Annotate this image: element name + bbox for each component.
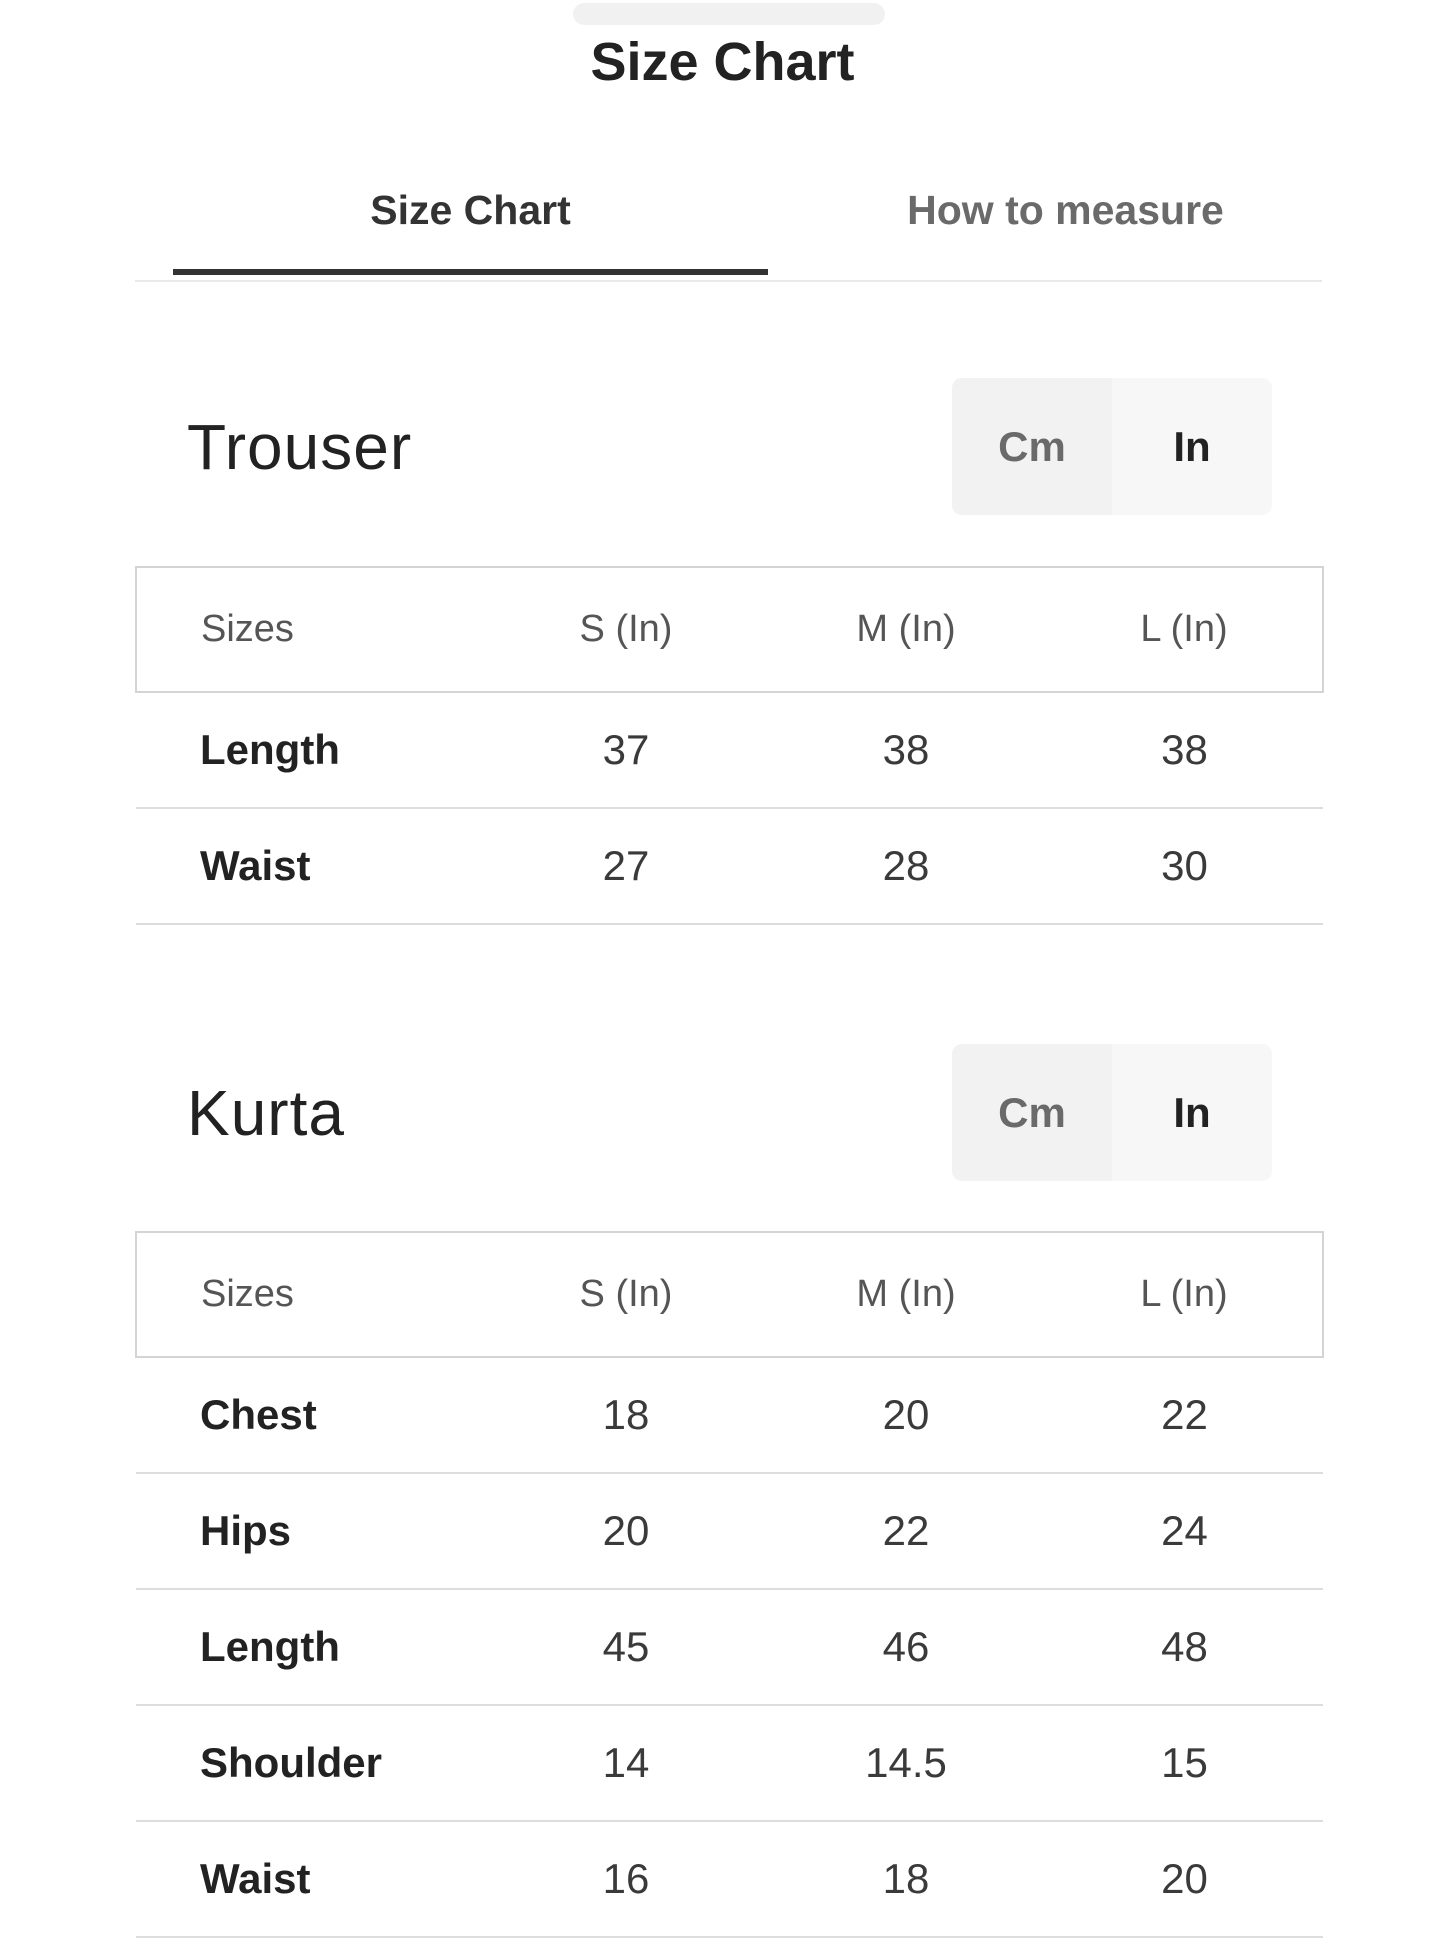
measurement-label: Waist [136,1821,486,1937]
header-size-m: M (In) [766,567,1046,692]
measurement-label: Length [136,1589,486,1705]
section-title-kurta: Kurta [187,1077,345,1149]
table-header-row [136,1232,1323,1357]
table-row [136,1357,1323,1473]
measurement-value: 22 [1046,1357,1323,1473]
active-tab-indicator [173,269,768,275]
size-table-trouser [135,566,1324,925]
measurement-value: 45 [486,1589,766,1705]
table-row [136,1821,1323,1937]
table-row [136,692,1323,808]
unit-cm-button[interactable]: Cm [952,378,1112,515]
tab-bar [135,160,1322,282]
header-size-s: S (In) [486,567,766,692]
header-sizes: Sizes [136,567,486,692]
measurement-value: 27 [486,808,766,924]
unit-in-button[interactable]: In [1112,1044,1272,1181]
measurement-value: 38 [766,692,1046,808]
section-title-trouser: Trouser [187,411,413,483]
table-header-row [136,567,1323,692]
measurement-label: Waist [136,808,486,924]
tab-how-to-measure[interactable]: How to measure [907,186,1224,233]
table-row [136,1705,1323,1821]
measurement-value: 16 [486,1821,766,1937]
header-size-s: S (In) [486,1232,766,1357]
unit-toggle-kurta [952,1044,1272,1181]
unit-toggle-trouser [952,378,1272,515]
measurement-label: Length [136,692,486,808]
measurement-value: 48 [1046,1589,1323,1705]
measurement-value: 46 [766,1589,1046,1705]
measurement-value: 14 [486,1705,766,1821]
table-row [136,1589,1323,1705]
measurement-value: 20 [486,1473,766,1589]
table-row [136,808,1323,924]
measurement-value: 37 [486,692,766,808]
measurement-value: 24 [1046,1473,1323,1589]
unit-in-button[interactable]: In [1112,378,1272,515]
measurement-value: 20 [766,1357,1046,1473]
measurement-label: Shoulder [136,1705,486,1821]
measurement-value: 15 [1046,1705,1323,1821]
table-row [136,1473,1323,1589]
measurement-label: Chest [136,1357,486,1473]
unit-cm-button[interactable]: Cm [952,1044,1112,1181]
measurement-value: 14.5 [766,1705,1046,1821]
tab-size-chart[interactable]: Size Chart [370,186,571,233]
header-size-m: M (In) [766,1232,1046,1357]
measurement-label: Hips [136,1473,486,1589]
size-table-kurta [135,1231,1324,1938]
header-size-l: L (In) [1046,1232,1323,1357]
measurement-value: 38 [1046,692,1323,808]
sheet-title: Size Chart [590,32,855,92]
measurement-value: 18 [486,1357,766,1473]
header-sizes: Sizes [136,1232,486,1357]
measurement-value: 28 [766,808,1046,924]
measurement-value: 20 [1046,1821,1323,1937]
measurement-value: 18 [766,1821,1046,1937]
header-size-l: L (In) [1046,567,1323,692]
measurement-value: 22 [766,1473,1046,1589]
measurement-value: 30 [1046,808,1323,924]
drag-handle[interactable] [573,3,885,25]
